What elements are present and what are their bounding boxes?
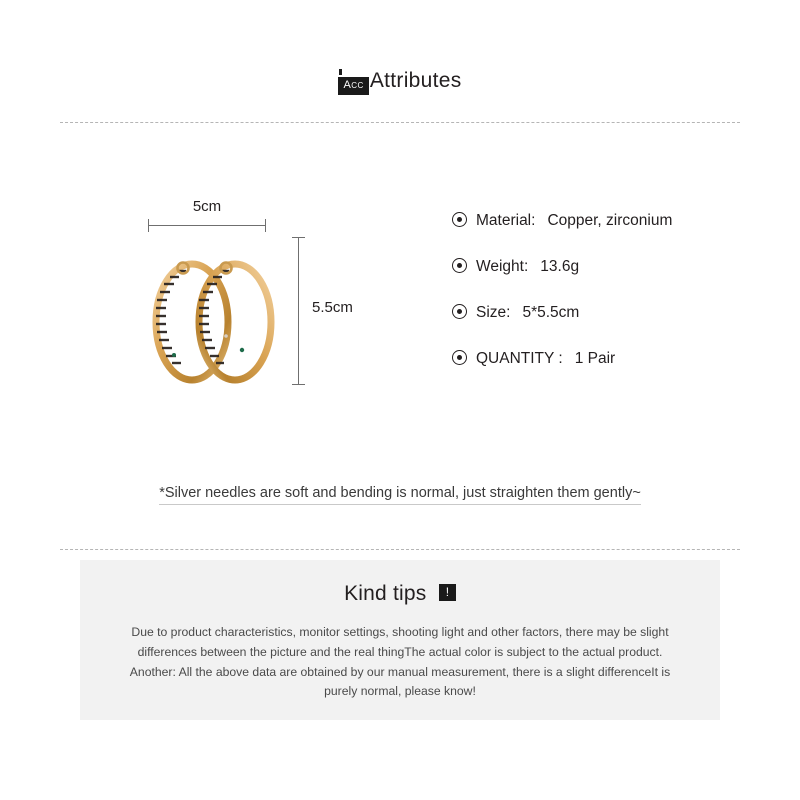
product-image-block [120, 180, 390, 430]
kind-tips-title: Kind tips [344, 582, 427, 605]
attribute-value: Copper, zirconium [547, 212, 673, 229]
measure-width-label: 5cm [192, 198, 222, 215]
exclamation-icon: ! [439, 584, 456, 601]
acc-badge-label: Acc [343, 79, 364, 91]
care-note-text: *Silver needles are soft and bending is normal, just straighten them gently~ [159, 485, 641, 505]
bullet-icon [452, 304, 467, 319]
measure-height-label: 5.5cm [312, 299, 353, 316]
bullet-icon [452, 212, 467, 227]
attribute-key: Size: [476, 304, 511, 321]
measure-height-cap-top [292, 237, 305, 238]
attribute-row-weight [452, 256, 772, 276]
page-title: Attributes [369, 69, 462, 92]
measure-width-bar [148, 225, 266, 226]
care-note [0, 485, 800, 501]
attribute-key: QUANTITY : [476, 350, 563, 367]
bullet-icon [452, 350, 467, 365]
kind-tips-panel [80, 560, 720, 720]
attribute-row-quantity [452, 348, 772, 368]
attribute-key: Material: [476, 212, 536, 229]
attribute-value: 5*5.5cm [522, 304, 580, 321]
attribute-key: Weight: [476, 258, 529, 275]
measure-height-bar [298, 237, 299, 385]
attribute-value: 13.6g [540, 258, 580, 275]
kind-tips-body: Due to product characteristics, monitor settings, shooting light and other factors, there may be slight differences between the picture and the real thingThe actual color is subject to the actual product. Another: All the above data are obtained by our manual measurement, there is a slight differenceIt is purely normal, please know! [129, 625, 671, 699]
bullet-icon [452, 258, 467, 273]
attribute-row-size [452, 302, 772, 322]
acc-badge [338, 77, 368, 95]
page-header [0, 70, 800, 91]
earrings-image [130, 230, 290, 400]
attribute-row-material [452, 210, 772, 230]
attributes-list [452, 210, 772, 394]
measure-height-cap-bottom [292, 384, 305, 385]
kind-tips-header [80, 582, 720, 606]
acc-tick-marker [339, 69, 342, 75]
attribute-value: 1 Pair [574, 350, 616, 367]
divider-top [60, 122, 740, 123]
divider-bottom [60, 549, 740, 550]
